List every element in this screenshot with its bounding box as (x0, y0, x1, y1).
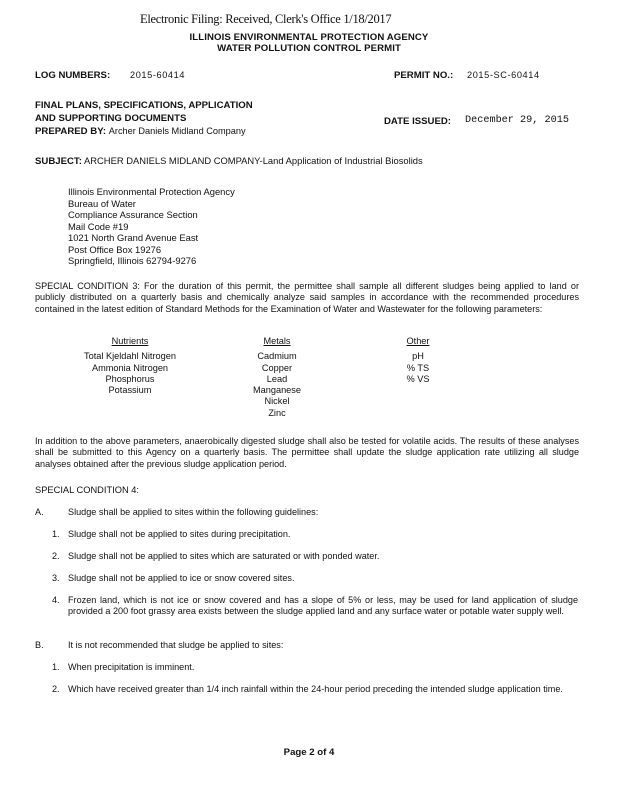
date-issued-label: DATE ISSUED: (384, 116, 451, 127)
document-type-line1: FINAL PLANS, SPECIFICATIONS, APPLICATION (35, 100, 253, 111)
section-a-text: Sludge shall be applied to sites within the following guidelines: (68, 507, 319, 517)
nutrient-item: Phosphorus (105, 373, 155, 384)
log-numbers-value: 2015-60414 (130, 70, 186, 80)
address-line: Post Office Box 19276 (68, 243, 162, 255)
nutrients-header: Nutrients (111, 336, 149, 346)
section-a-item: Sludge shall not be applied to sites which are saturated or with ponded water. (68, 551, 380, 561)
section-b-item-number: 2. (52, 684, 60, 694)
permit-no-label: PERMIT NO.: (394, 70, 454, 81)
other-item: pH (412, 351, 424, 362)
agency-name: ILLINOIS ENVIRONMENTAL PROTECTION AGENCY (189, 32, 429, 43)
section-a-marker: A. (35, 507, 44, 517)
page-number: Page 2 of 4 (283, 747, 335, 758)
section-b-text: It is not recommended that sludge be applied to sites: (68, 640, 284, 650)
other-item: % TS (406, 362, 430, 373)
nutrient-item: Ammonia Nitrogen (91, 362, 169, 373)
section-a-item: Sludge shall not be applied to ice or snow covered sites. (68, 573, 295, 583)
permit-no-value: 2015-SC-60414 (467, 70, 540, 80)
filing-stamp: Electronic Filing: Received, Clerk's Office 1/18/2017 (140, 12, 392, 26)
other-column (393, 336, 443, 385)
nutrient-item: Potassium (108, 385, 152, 396)
section-b-item: Which have received greater than 1/4 inch rainfall within the 24-hour period preceding the intended sludge application time. (68, 684, 563, 694)
nutrient-item: Total Kjeldahl Nitrogen (84, 351, 176, 362)
special-condition-4-title: SPECIAL CONDITION 4: (35, 485, 140, 495)
section-a-item: Sludge shall not be applied to sites during precipitation. (68, 529, 291, 539)
section-b-item-number: 1. (52, 662, 60, 672)
metal-item: Cadmium (257, 351, 297, 362)
section-b-item: When precipitation is imminent. (68, 662, 195, 672)
address-line: Compliance Assurance Section (68, 209, 198, 220)
other-header: Other (406, 336, 430, 346)
metals-column (240, 336, 314, 419)
section-a-item-number: 3. (52, 573, 60, 583)
prepared-by-line (35, 126, 246, 137)
permit-type: WATER POLLUTION CONTROL PERMIT (217, 43, 401, 54)
subject-text: ARCHER DANIELS MIDLAND COMPANY-Land Application of Industrial Biosolids (84, 155, 423, 166)
metal-item: Zinc (268, 407, 286, 418)
metal-item: Manganese (252, 385, 301, 396)
address-line: Mail Code #19 (68, 220, 129, 232)
section-a-item-number: 2. (52, 551, 60, 561)
log-numbers-label: LOG NUMBERS: (35, 70, 111, 81)
nutrients-column (68, 336, 192, 396)
address-line: Springfield, Illinois 62794-9276 (68, 255, 197, 266)
additional-parameters-paragraph: In addition to the above parameters, anaerobically digested sludge shall also be tested for volatile acids. The results of these analyses shall be submitted to this Agency on a quarterly basis. The permittee shall update the sludge application rate utilizing all sludge analyses obtained after the previous sludge application period. (35, 436, 579, 469)
metal-item: Nickel (264, 396, 290, 407)
prepared-by-value: Archer Daniels Midland Company (108, 126, 246, 136)
address-line: 1021 North Grand Avenue East (68, 232, 199, 243)
date-issued-value: December 29, 2015 (465, 115, 569, 126)
section-a-item-number: 4. (52, 595, 60, 605)
metals-header: Metals (263, 336, 291, 346)
prepared-by-label: PREPARED BY: (35, 126, 107, 137)
special-condition-3-paragraph: SPECIAL CONDITION 3: For the duration of this permit, the permittee shall sample all different sludges being applied to land or publicly distributed on a quarterly basis and chemically analyze said samples in accordance with the recommended procedures contained in the latest edition of Standard Methods for the Examination of Water and Wastewater for the following parameters: (35, 281, 579, 314)
address-line: Illinois Environmental Protection Agency (68, 186, 235, 197)
address-line: Bureau of Water (68, 197, 136, 209)
subject-label: SUBJECT: (35, 156, 82, 167)
section-b-marker: B. (35, 640, 44, 650)
section-a-item-number: 1. (52, 529, 60, 539)
metal-item: Lead (266, 373, 288, 384)
subject-line (35, 155, 423, 167)
other-item: % VS (406, 373, 430, 384)
metal-item: Copper (261, 362, 293, 373)
document-type-line2: AND SUPPORTING DOCUMENTS (35, 113, 187, 124)
mailing-address (68, 186, 235, 267)
section-a-item: Frozen land, which is not ice or snow covered and has a slope of 5% or less, may be used for land application of sludge provided a 200 foot grassy area exists between the sludge applied land and any surface water or potable water supply well. (68, 595, 578, 616)
